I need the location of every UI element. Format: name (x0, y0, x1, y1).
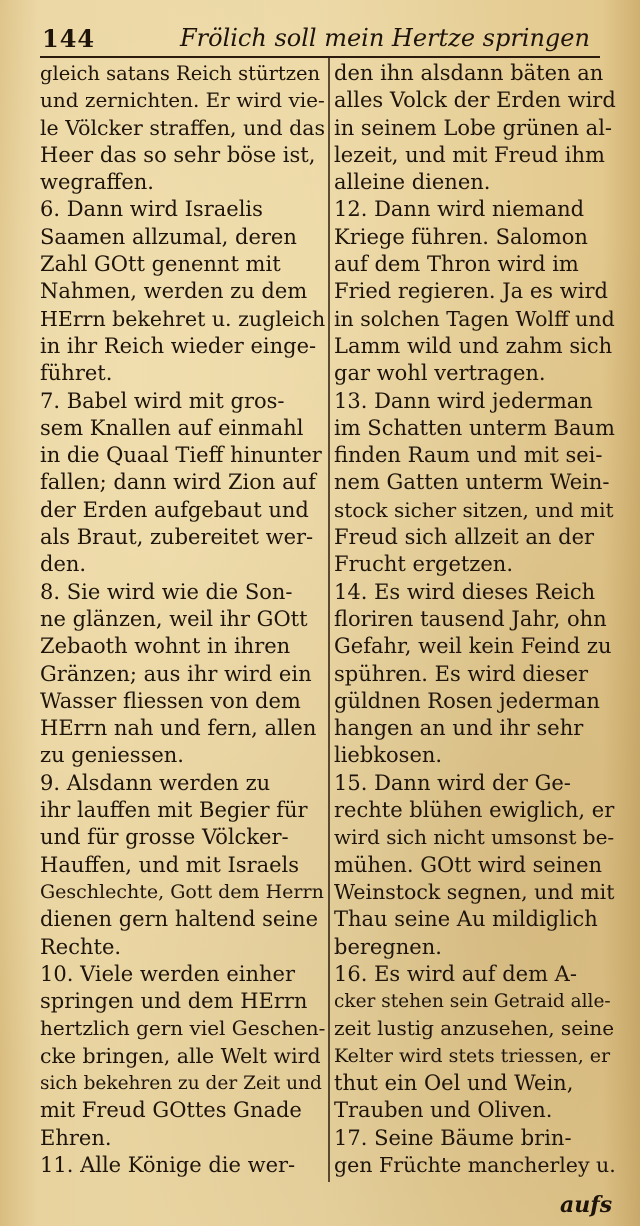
text-line: den. (40, 552, 87, 577)
text-line: 17. Seine Bäume brin- (334, 1125, 572, 1150)
text-line: Kriege führen. Salomon (334, 224, 588, 249)
text-line: in seinem Lobe grünen al- (334, 115, 613, 140)
text-line: beregnen. (334, 934, 442, 959)
text-line: Kelter wird stets triessen, er (334, 1044, 611, 1067)
text-line: hangen an und ihr sehr (334, 716, 584, 741)
catchword: aufs (560, 1192, 613, 1218)
text-line: zeit lustig anzusehen, seine (334, 1016, 615, 1041)
text-line: Fried regieren. Ja es wird (334, 279, 608, 304)
text-line: Frucht ergetzen. (334, 552, 514, 577)
text-line: in ihr Reich wieder einge- (40, 333, 317, 358)
text-line: im Schatten unterm Baum (334, 415, 615, 440)
text-line: Zebaoth wohnt in ihren (40, 634, 291, 659)
text-line: zu geniessen. (40, 743, 184, 768)
text-line: lezeit, und mit Freud ihm (334, 142, 605, 167)
text-line: HErrn bekehret u. zugleich (40, 306, 326, 331)
text-line: Thau seine Au mildiglich (334, 907, 598, 932)
text-line: und zernichten. Er wird vie- (40, 88, 325, 113)
text-line: Freud sich allzeit an der (334, 525, 595, 550)
text-line: hertzlich gern viel Geschen- (40, 1016, 326, 1041)
text-line: alleine dienen. (334, 170, 491, 195)
text-line: 16. Es wird auf dem A- (334, 961, 577, 986)
text-line: dienen gern haltend seine (40, 907, 318, 932)
text-line: Lamm wild und zahm sich (334, 333, 613, 358)
page-number: 144 (42, 24, 96, 53)
text-line: floriren tausend Jahr, ohn (334, 606, 607, 631)
text-line: güldnen Rosen jederman (334, 688, 600, 713)
text-line: wegraffen. (40, 170, 154, 195)
text-line: 10. Viele werden einher (40, 961, 296, 986)
text-line: stock sicher sitzen, und mit (334, 497, 614, 522)
text-line: 9. Alsdann werden zu (40, 770, 271, 795)
text-line: Gränzen; aus ihr wird ein (40, 661, 312, 686)
text-line: fallen; dann wird Zion auf (40, 470, 316, 495)
text-line: mit Freud GOttes Gnade (40, 1098, 302, 1123)
text-line: Weinstock segnen, und mit (334, 879, 615, 904)
text-line: Ehren. (40, 1125, 112, 1150)
text-line: als Braut, zubereitet wer- (40, 525, 314, 550)
text-line: ne glänzen, weil ihr GOtt (40, 606, 308, 631)
text-line: rechte blühen ewiglich, er (334, 798, 615, 823)
text-line: Saamen allzumal, deren (40, 224, 297, 249)
text-line: sem Knallen auf einmahl (40, 415, 304, 440)
page-header (40, 22, 600, 58)
text-line: ihr lauffen mit Begier für (40, 798, 308, 823)
text-line: 14. Es wird dieses Reich (334, 579, 596, 604)
text-line: gar wohl vertragen. (334, 361, 546, 386)
text-line: spühren. Es wird dieser (334, 661, 589, 686)
text-line: liebkosen. (334, 743, 443, 768)
text-line: Wasser fliessen von dem (40, 688, 301, 713)
text-line: und für grosse Völcker- (40, 825, 289, 850)
text-line: le Völcker straffen, und das (40, 115, 325, 140)
text-line: 7. Babel wird mit gros- (40, 388, 285, 413)
text-line: nem Gatten unterm Wein- (334, 470, 610, 495)
text-line: cke bringen, alle Welt wird (40, 1043, 321, 1068)
text-line: Heer das so sehr böse ist, (40, 142, 316, 167)
text-line: auf dem Thron wird im (334, 252, 579, 277)
text-line: gen Früchte mancherley u. (334, 1152, 616, 1177)
text-line: gleich satans Reich stürtzen (40, 62, 321, 85)
text-line: cker stehen sein Getraid alle- (334, 991, 611, 1013)
text-line: führet. (40, 361, 113, 386)
text-line: 11. Alle Könige die wer- (40, 1152, 296, 1177)
running-title: Frölich soll mein Hertze springen (180, 24, 590, 52)
text-line: in solchen Tagen Wolff und (334, 306, 615, 331)
text-line: den ihn alsdann bäten an (334, 61, 604, 85)
text-line: Rechte. (40, 934, 122, 959)
text-line: 13. Dann wird jederman (334, 388, 593, 413)
text-line: wird sich nicht umsonst be- (334, 825, 615, 850)
text-line: 12. Dann wird niemand (334, 197, 585, 222)
text-line: Geschlechte, Gott dem Herrn (40, 880, 324, 903)
text-line: 15. Dann wird der Ge- (334, 770, 571, 795)
text-line: Zahl GOtt genennt mit (40, 252, 281, 277)
right-column (334, 60, 616, 1179)
text-line: 6. Dann wird Israelis (40, 197, 263, 222)
text-line: thut ein Oel und Wein, (334, 1070, 574, 1095)
text-line: sich bekehren zu der Zeit und (40, 1072, 322, 1094)
text-line: Gefahr, weil kein Feind zu (334, 634, 612, 659)
text-line: finden Raum und mit sei- (334, 443, 603, 468)
text-line: alles Volck der Erden wird (334, 88, 616, 113)
text-line: der Erden aufgebaut und (40, 497, 309, 522)
text-line: HErrn nah und fern, allen (40, 716, 317, 741)
text-line: Hauffen, und mit Israels (40, 852, 300, 877)
text-line: springen und dem HErrn (40, 989, 308, 1014)
text-line: in die Quaal Tieff hinunter (40, 443, 322, 468)
text-line: 8. Sie wird wie die Son- (40, 579, 293, 604)
text-line: Trauben und Oliven. (334, 1098, 553, 1123)
left-column (40, 60, 326, 1179)
text-line: Nahmen, werden zu dem (40, 279, 308, 304)
column-divider (328, 58, 330, 1182)
text-line: mühen. GOtt wird seinen (334, 852, 603, 877)
